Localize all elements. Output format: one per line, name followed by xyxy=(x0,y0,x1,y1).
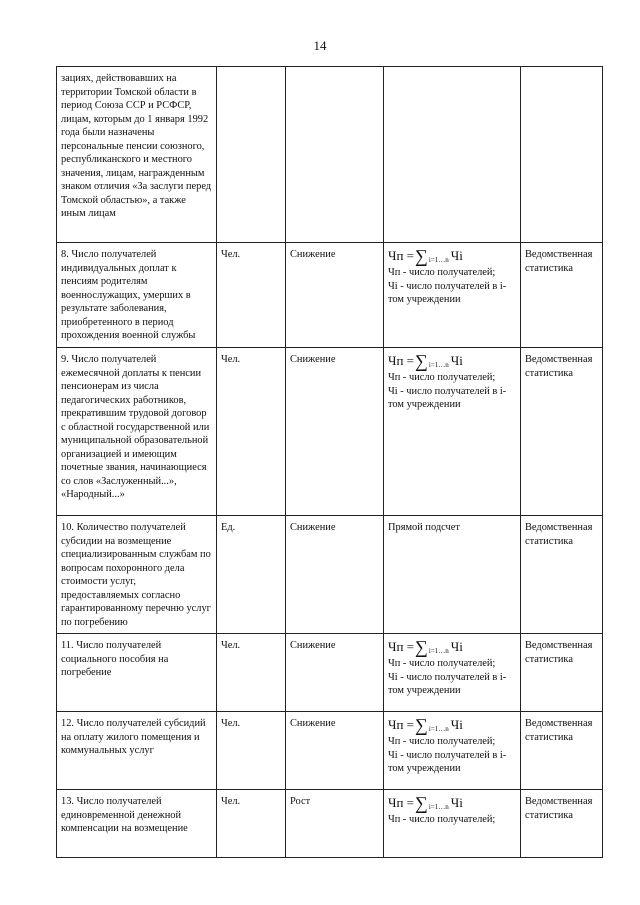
indicator-name-cell: 8. Число получателей индивидуальных доплат к пенсиям родителям военнослужащих, умерших в результате заболевания, приобретенного в период прохождения военной службы xyxy=(57,243,217,348)
formula-description: Чп - число получателей; xyxy=(388,814,496,825)
method-cell: Прямой подсчет xyxy=(384,516,521,634)
sum-formula xyxy=(388,353,463,369)
formula-description: Чп - число получателей; xyxy=(388,736,496,747)
unit-cell: Чел. xyxy=(217,634,286,712)
table-row xyxy=(57,348,603,516)
sum-index: i=1…n xyxy=(428,725,449,733)
formula-lhs: Чп = xyxy=(388,639,414,654)
indicator-name-cell: 10. Количество получателей субсидии на возмещение специализированным службам по вопросам похоронного дела стоимости услуг, предоставляемых согласно гарантированному перечню услуг по погребению xyxy=(57,516,217,634)
sum-index: i=1…n xyxy=(428,647,449,655)
sigma-symbol: ∑ xyxy=(415,351,428,371)
formula-description: Чi - число получателей в i-том учреждении xyxy=(388,749,507,774)
formula-description: Чп - число получателей; xyxy=(388,658,496,669)
sigma-symbol: ∑ xyxy=(415,246,428,266)
formula-description: Чi - число получателей в i-том учреждении xyxy=(388,385,507,410)
indicator-name-cell: 9. Число получателей ежемесячной доплаты к пенсии пенсионерам из числа педагогических работников, прекратившим трудовой договор с областной государственной или муниципальной образовательной организацией и имеющим почетные звания, начинающиеся со слов «Заслуженный...», «Народный...» xyxy=(57,348,217,516)
source-cell: Ведомственная статистика xyxy=(521,634,603,712)
table-row xyxy=(57,67,603,243)
trend-cell: Рост xyxy=(286,790,384,858)
source-cell: Ведомственная статистика xyxy=(521,348,603,516)
indicator-name-cell: зациях, действовавших на территории Томской области в период Союза ССР и РСФСР, лицам, которым до 1 января 1992 года были назначены персональные пенсии союзного, республиканского и местного значения, лицам, награжденным знаком отличия «За заслуги перед Томской областью», а также иным лицам xyxy=(57,67,217,243)
unit-cell xyxy=(217,67,286,243)
trend-cell xyxy=(286,67,384,243)
sum-formula xyxy=(388,248,463,264)
indicator-name-cell: 13. Число получателей единовременной денежной компенсации на возмещение xyxy=(57,790,217,858)
method-cell xyxy=(384,348,521,516)
sum-index: i=1…n xyxy=(428,803,449,811)
source-cell: Ведомственная статистика xyxy=(521,790,603,858)
table-row xyxy=(57,712,603,790)
formula-description: Чп - число получателей; xyxy=(388,372,496,383)
unit-cell: Чел. xyxy=(217,348,286,516)
trend-cell: Снижение xyxy=(286,243,384,348)
source-cell: Ведомственная статистика xyxy=(521,243,603,348)
page-number: 14 xyxy=(313,38,327,53)
formula-rhs: Чi xyxy=(450,248,463,263)
sum-formula xyxy=(388,795,463,811)
sum-formula xyxy=(388,717,463,733)
unit-cell: Чел. xyxy=(217,712,286,790)
formula-rhs: Чi xyxy=(450,639,463,654)
sum-formula xyxy=(388,639,463,655)
indicator-name-cell: 12. Число получателей субсидий на оплату жилого помещения и коммунальных услуг xyxy=(57,712,217,790)
source-cell: Ведомственная статистика xyxy=(521,712,603,790)
trend-cell: Снижение xyxy=(286,516,384,634)
formula-lhs: Чп = xyxy=(388,795,414,810)
source-cell xyxy=(521,67,603,243)
indicator-name-cell: 11. Число получателей социального пособия на погребение xyxy=(57,634,217,712)
table-row xyxy=(57,516,603,634)
formula-rhs: Чi xyxy=(450,795,463,810)
sum-index: i=1…n xyxy=(428,361,449,369)
formula-lhs: Чп = xyxy=(388,248,414,263)
formula-description: Чп - число получателей; xyxy=(388,267,496,278)
source-cell: Ведомственная статистика xyxy=(521,516,603,634)
method-cell xyxy=(384,67,521,243)
formula-description: Чi - число получателей в i-том учреждении xyxy=(388,671,507,696)
trend-cell: Снижение xyxy=(286,712,384,790)
unit-cell: Чел. xyxy=(217,243,286,348)
table-row xyxy=(57,790,603,858)
table-row xyxy=(57,243,603,348)
trend-cell: Снижение xyxy=(286,634,384,712)
formula-description: Чi - число получателей в i-том учреждении xyxy=(388,280,507,305)
trend-cell: Снижение xyxy=(286,348,384,516)
method-cell xyxy=(384,790,521,858)
table-row xyxy=(57,634,603,712)
formula-rhs: Чi xyxy=(450,717,463,732)
sigma-symbol: ∑ xyxy=(415,637,428,657)
unit-cell: Чел. xyxy=(217,790,286,858)
method-cell xyxy=(384,634,521,712)
sigma-symbol: ∑ xyxy=(415,715,428,735)
formula-rhs: Чi xyxy=(450,353,463,368)
method-cell xyxy=(384,243,521,348)
unit-cell: Ед. xyxy=(217,516,286,634)
indicators-table xyxy=(56,66,603,858)
sum-index: i=1…n xyxy=(428,256,449,264)
formula-lhs: Чп = xyxy=(388,353,414,368)
method-cell xyxy=(384,712,521,790)
sigma-symbol: ∑ xyxy=(415,793,428,813)
formula-lhs: Чп = xyxy=(388,717,414,732)
